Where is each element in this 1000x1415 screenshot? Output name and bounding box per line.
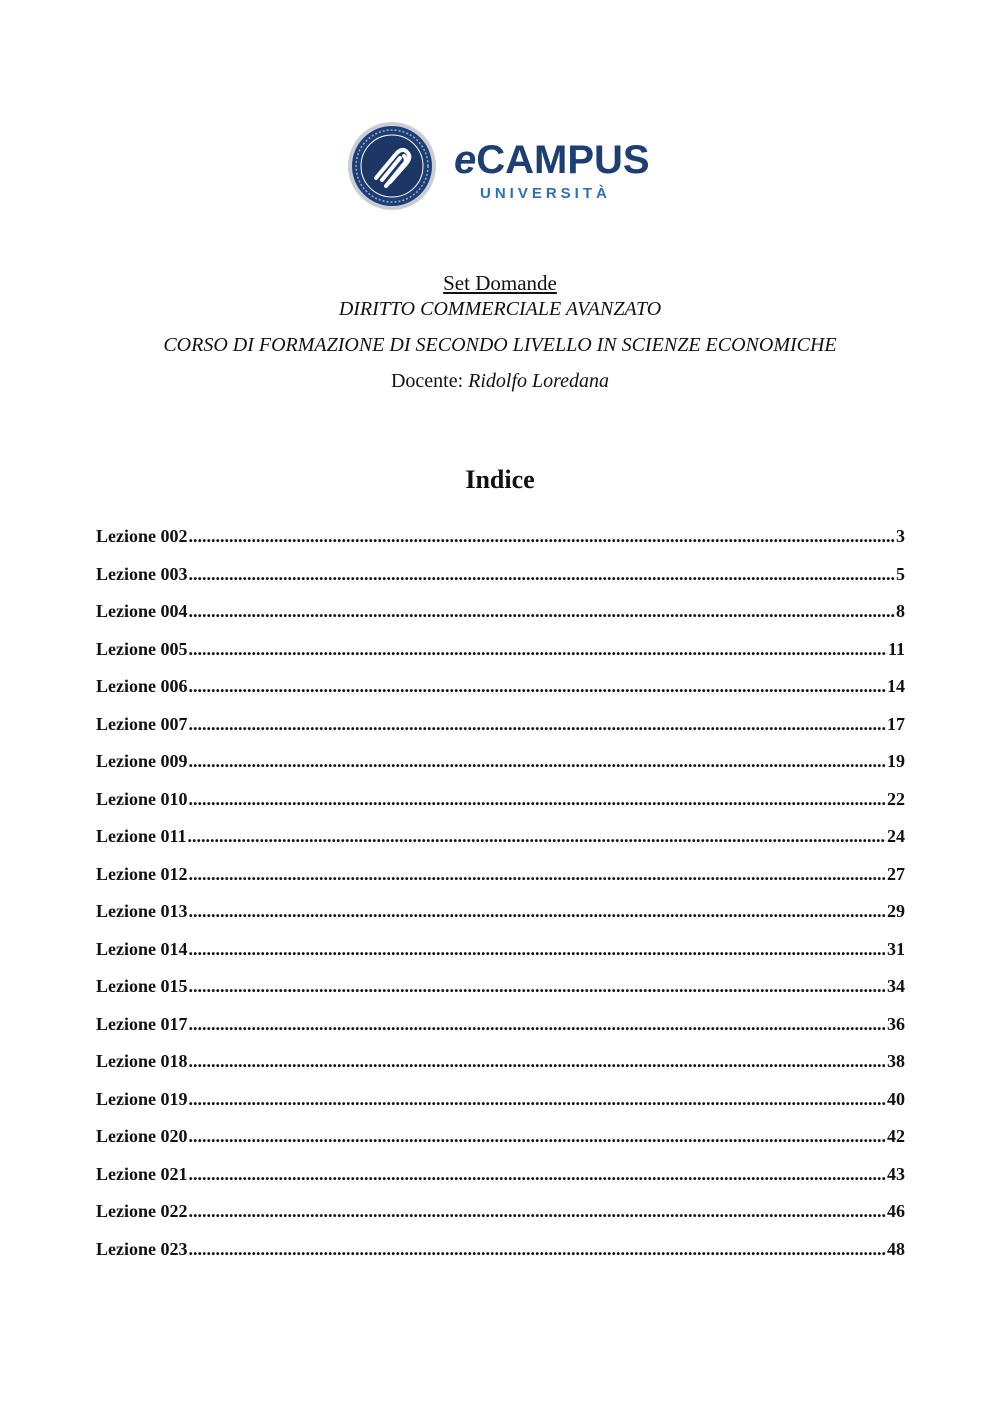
toc-entry-label: Lezione 023 bbox=[96, 1238, 188, 1259]
toc-entry-page: 34 bbox=[887, 976, 905, 996]
toc-entry[interactable] bbox=[96, 939, 905, 977]
toc-entry[interactable] bbox=[96, 1089, 905, 1127]
course-name: DIRITTO COMMERCIALE AVANZATO bbox=[338, 298, 662, 320]
toc-entry-page: 8 bbox=[896, 601, 905, 621]
toc-entry-label: Lezione 012 bbox=[96, 863, 188, 884]
toc-entry-page: 5 bbox=[896, 563, 905, 584]
toc-dot-leader bbox=[189, 789, 887, 810]
toc-entry-page: 46 bbox=[887, 1201, 905, 1221]
toc-entry-label: Lezione 003 bbox=[96, 563, 188, 584]
toc-entry-page: 14 bbox=[887, 676, 905, 696]
toc-entry-page: 24 bbox=[887, 826, 905, 846]
toc-dot-leader bbox=[189, 864, 887, 885]
toc-entry[interactable] bbox=[96, 901, 905, 939]
toc-dot-leader bbox=[189, 1126, 887, 1147]
toc-dot-leader bbox=[189, 976, 887, 997]
toc-entry-page: 29 bbox=[887, 901, 905, 921]
toc-entry[interactable] bbox=[96, 1239, 905, 1277]
toc-entry-page: 48 bbox=[887, 1238, 905, 1259]
toc-entry-page: 42 bbox=[887, 1126, 905, 1146]
teacher-line bbox=[0, 368, 1000, 394]
toc-entry[interactable] bbox=[96, 826, 905, 864]
toc-entry[interactable] bbox=[96, 864, 905, 902]
toc-entry-label: Lezione 006 bbox=[96, 676, 188, 696]
toc-dot-leader bbox=[189, 676, 887, 697]
course-program: CORSO DI FORMAZIONE DI SECONDO LIVELLO IN SCIENZE ECONOMICHE bbox=[163, 334, 837, 356]
toc-dot-leader bbox=[189, 1051, 887, 1072]
toc-dot-leader bbox=[189, 751, 887, 772]
ecampus-logo bbox=[346, 120, 666, 212]
toc-dot-leader bbox=[189, 1164, 887, 1185]
toc-entry-label: Lezione 020 bbox=[96, 1126, 188, 1146]
toc-entry-label: Lezione 011 bbox=[96, 826, 187, 846]
toc-entry-label: Lezione 015 bbox=[96, 976, 188, 996]
toc-dot-leader bbox=[189, 1239, 887, 1260]
document-header bbox=[0, 270, 1000, 394]
toc-entry-page: 31 bbox=[887, 938, 905, 959]
index-title: Indice bbox=[465, 465, 535, 494]
toc-entry[interactable] bbox=[96, 714, 905, 752]
toc-entry[interactable] bbox=[96, 789, 905, 827]
toc-entry-label: Lezione 010 bbox=[96, 788, 188, 809]
teacher-label: Docente: bbox=[390, 370, 464, 392]
toc-entry[interactable] bbox=[96, 639, 905, 677]
toc-entry-page: 19 bbox=[887, 751, 905, 771]
toc-entry-label: Lezione 019 bbox=[96, 1088, 188, 1109]
toc-entry[interactable] bbox=[96, 751, 905, 789]
toc-entry-label: Lezione 002 bbox=[96, 526, 188, 546]
toc-entry-page: 38 bbox=[887, 1051, 905, 1071]
toc-entry-label: Lezione 014 bbox=[96, 938, 188, 959]
logo-subtitle: UNIVERSITÀ bbox=[480, 185, 611, 202]
toc-entry[interactable] bbox=[96, 1014, 905, 1052]
toc-dot-leader bbox=[189, 639, 887, 660]
toc-entry-page: 3 bbox=[896, 526, 905, 546]
logo-wordmark: eCAMPUS bbox=[454, 138, 650, 182]
toc-dot-leader bbox=[189, 1201, 887, 1222]
toc-entry-page: 36 bbox=[887, 1013, 905, 1034]
toc-entry[interactable] bbox=[96, 676, 905, 714]
toc-dot-leader bbox=[189, 601, 896, 622]
toc-entry[interactable] bbox=[96, 526, 905, 564]
toc-entry-label: Lezione 013 bbox=[96, 901, 188, 921]
toc-entry-page: 27 bbox=[887, 863, 905, 884]
toc-dot-leader bbox=[189, 714, 887, 735]
table-of-contents bbox=[96, 526, 905, 1276]
toc-entry[interactable] bbox=[96, 976, 905, 1014]
teacher-name: Ridolfo Loredana bbox=[468, 370, 610, 392]
toc-entry-label: Lezione 005 bbox=[96, 638, 188, 659]
toc-dot-leader bbox=[188, 826, 887, 847]
toc-entry-page: 40 bbox=[887, 1088, 905, 1109]
toc-entry[interactable] bbox=[96, 1126, 905, 1164]
toc-entry[interactable] bbox=[96, 1164, 905, 1202]
toc-entry[interactable] bbox=[96, 1201, 905, 1239]
toc-dot-leader bbox=[189, 526, 896, 547]
toc-entry-page: 43 bbox=[887, 1163, 905, 1184]
toc-entry-label: Lezione 004 bbox=[96, 601, 188, 621]
toc-entry-label: Lezione 018 bbox=[96, 1051, 188, 1071]
toc-dot-leader bbox=[189, 1014, 887, 1035]
toc-entry-page: 11 bbox=[887, 638, 905, 659]
toc-entry-label: Lezione 022 bbox=[96, 1201, 188, 1221]
university-seal-icon bbox=[346, 120, 438, 212]
toc-entry-label: Lezione 007 bbox=[96, 713, 188, 734]
toc-entry-label: Lezione 017 bbox=[96, 1013, 188, 1034]
toc-dot-leader bbox=[189, 901, 887, 922]
toc-entry[interactable] bbox=[96, 601, 905, 639]
toc-entry-label: Lezione 009 bbox=[96, 751, 188, 771]
toc-entry-label: Lezione 021 bbox=[96, 1163, 188, 1184]
toc-dot-leader bbox=[189, 564, 896, 585]
set-title: Set Domande bbox=[443, 271, 557, 295]
toc-entry[interactable] bbox=[96, 564, 905, 602]
toc-dot-leader bbox=[189, 1089, 887, 1110]
toc-dot-leader bbox=[189, 939, 887, 960]
toc-entry-page: 17 bbox=[887, 713, 905, 734]
toc-entry[interactable] bbox=[96, 1051, 905, 1089]
toc-entry-page: 22 bbox=[887, 788, 905, 809]
